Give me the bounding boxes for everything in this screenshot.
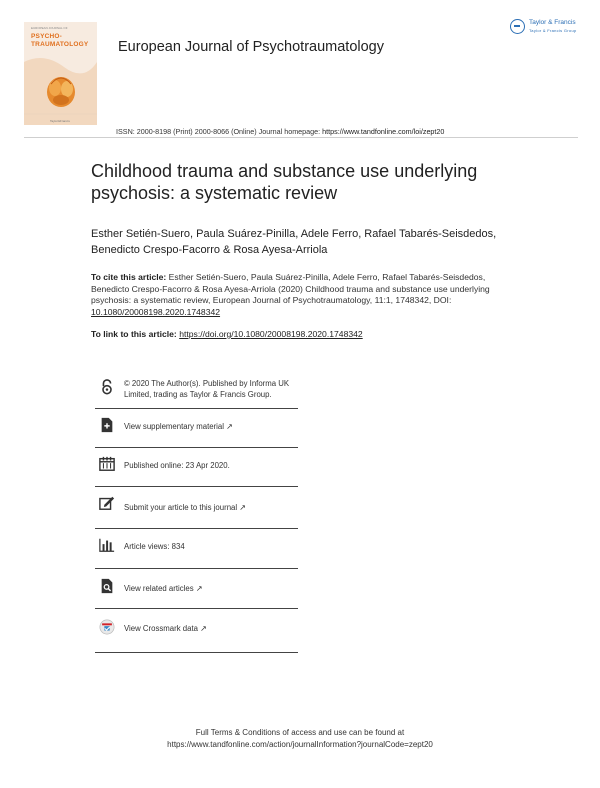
doi-link[interactable]: 10.1080/20008198.2020.1748342 [91, 306, 221, 317]
header-divider [24, 137, 578, 138]
row-divider [95, 486, 298, 487]
link-label: To link to this article: [91, 329, 180, 339]
external-link-icon: ↗ [195, 584, 203, 593]
related-label: View related articles [124, 584, 194, 593]
cover-title-line-1: PSYCHO- [31, 33, 63, 40]
issn-text: ISSN: 2000-8198 (Print) 2000-8066 (Online) Journal homepage: [116, 127, 323, 136]
row-divider [95, 447, 298, 448]
row-divider [95, 608, 298, 609]
license-text: © 2020 The Author(s). Published by Informa UK Limited, trading as Taylor & Francis Group. [124, 379, 290, 399]
row-divider [95, 528, 298, 529]
article-views: Article views: 834 [124, 542, 185, 551]
supplementary-link[interactable] [124, 422, 233, 433]
supplementary-label: View supplementary material [124, 422, 224, 431]
issn-line [116, 127, 444, 136]
cover-title [31, 33, 88, 49]
related-articles-link[interactable] [124, 584, 203, 595]
related-search-icon [99, 578, 115, 594]
journal-name: European Journal of Psychotraumatology [118, 39, 384, 55]
publisher-logo-icon [510, 19, 525, 34]
footer [0, 727, 600, 751]
cite-text: Esther Setién-Suero, Paula Suárez-Pinilla, Adele Ferro, Rafael Tabarés-Seisdedos, Benedicto Crespo-Facorro & Rosa Ayesa-Arriola (2020) Childhood trauma and substance use underlying psychosis: a systematic review, European Journal of Psychotraumatology, 11:1, 1748342, DOI: [91, 272, 490, 306]
calendar-icon [99, 456, 115, 472]
citation-block [91, 272, 506, 318]
article-link-line [91, 329, 363, 339]
footer-terms: Full Terms & Conditions of access and use can be found at [195, 728, 405, 737]
document-plus-icon [99, 417, 115, 433]
external-link-icon: ↗ [226, 422, 233, 431]
journal-homepage-link[interactable]: https://www.tandfonline.com/loi/zept20 [322, 127, 445, 136]
submit-article-link[interactable] [124, 503, 246, 514]
crossmark-link[interactable] [124, 624, 207, 635]
bar-chart-icon [99, 537, 115, 553]
external-link-icon: ↗ [239, 503, 246, 512]
cover-small-text: EUROPEAN JOURNAL OF [31, 26, 68, 30]
published-date: Published online: 23 Apr 2020. [124, 461, 230, 470]
crossmark-icon [99, 619, 115, 635]
article-title: Childhood trauma and substance use underlying psychosis: a systematic review [91, 161, 478, 203]
row-divider [95, 652, 298, 653]
submit-label: Submit your article to this journal [124, 503, 238, 512]
article-link[interactable]: https://doi.org/10.1080/20008198.2020.1748342 [179, 329, 363, 339]
row-divider [95, 568, 298, 569]
publisher-logo[interactable] [510, 18, 590, 40]
journal-cover[interactable] [24, 22, 97, 125]
publisher-name: Taylor & Francis [529, 19, 576, 26]
cover-publisher-mark: Taylor&Francis [50, 119, 70, 123]
open-access-icon [99, 379, 115, 395]
publisher-sub: Taylor & Francis Group [529, 28, 577, 33]
row-divider [95, 408, 298, 409]
article-authors: Esther Setién-Suero, Paula Suárez-Pinilla, Adele Ferro, Rafael Tabarés-Seisdedos, Benedicto Crespo-Facorro & Rosa Ayesa-Arriola [91, 228, 497, 256]
crossmark-label: View Crossmark data [124, 624, 198, 633]
cover-title-line-2: TRAUMATOLOGY [31, 41, 89, 48]
footer-terms-url[interactable]: https://www.tandfonline.com/action/journalInformation?journalCode=zept20 [167, 740, 433, 749]
edit-icon [99, 495, 115, 511]
cite-label: To cite this article: [91, 272, 167, 282]
external-link-icon: ↗ [200, 624, 207, 633]
